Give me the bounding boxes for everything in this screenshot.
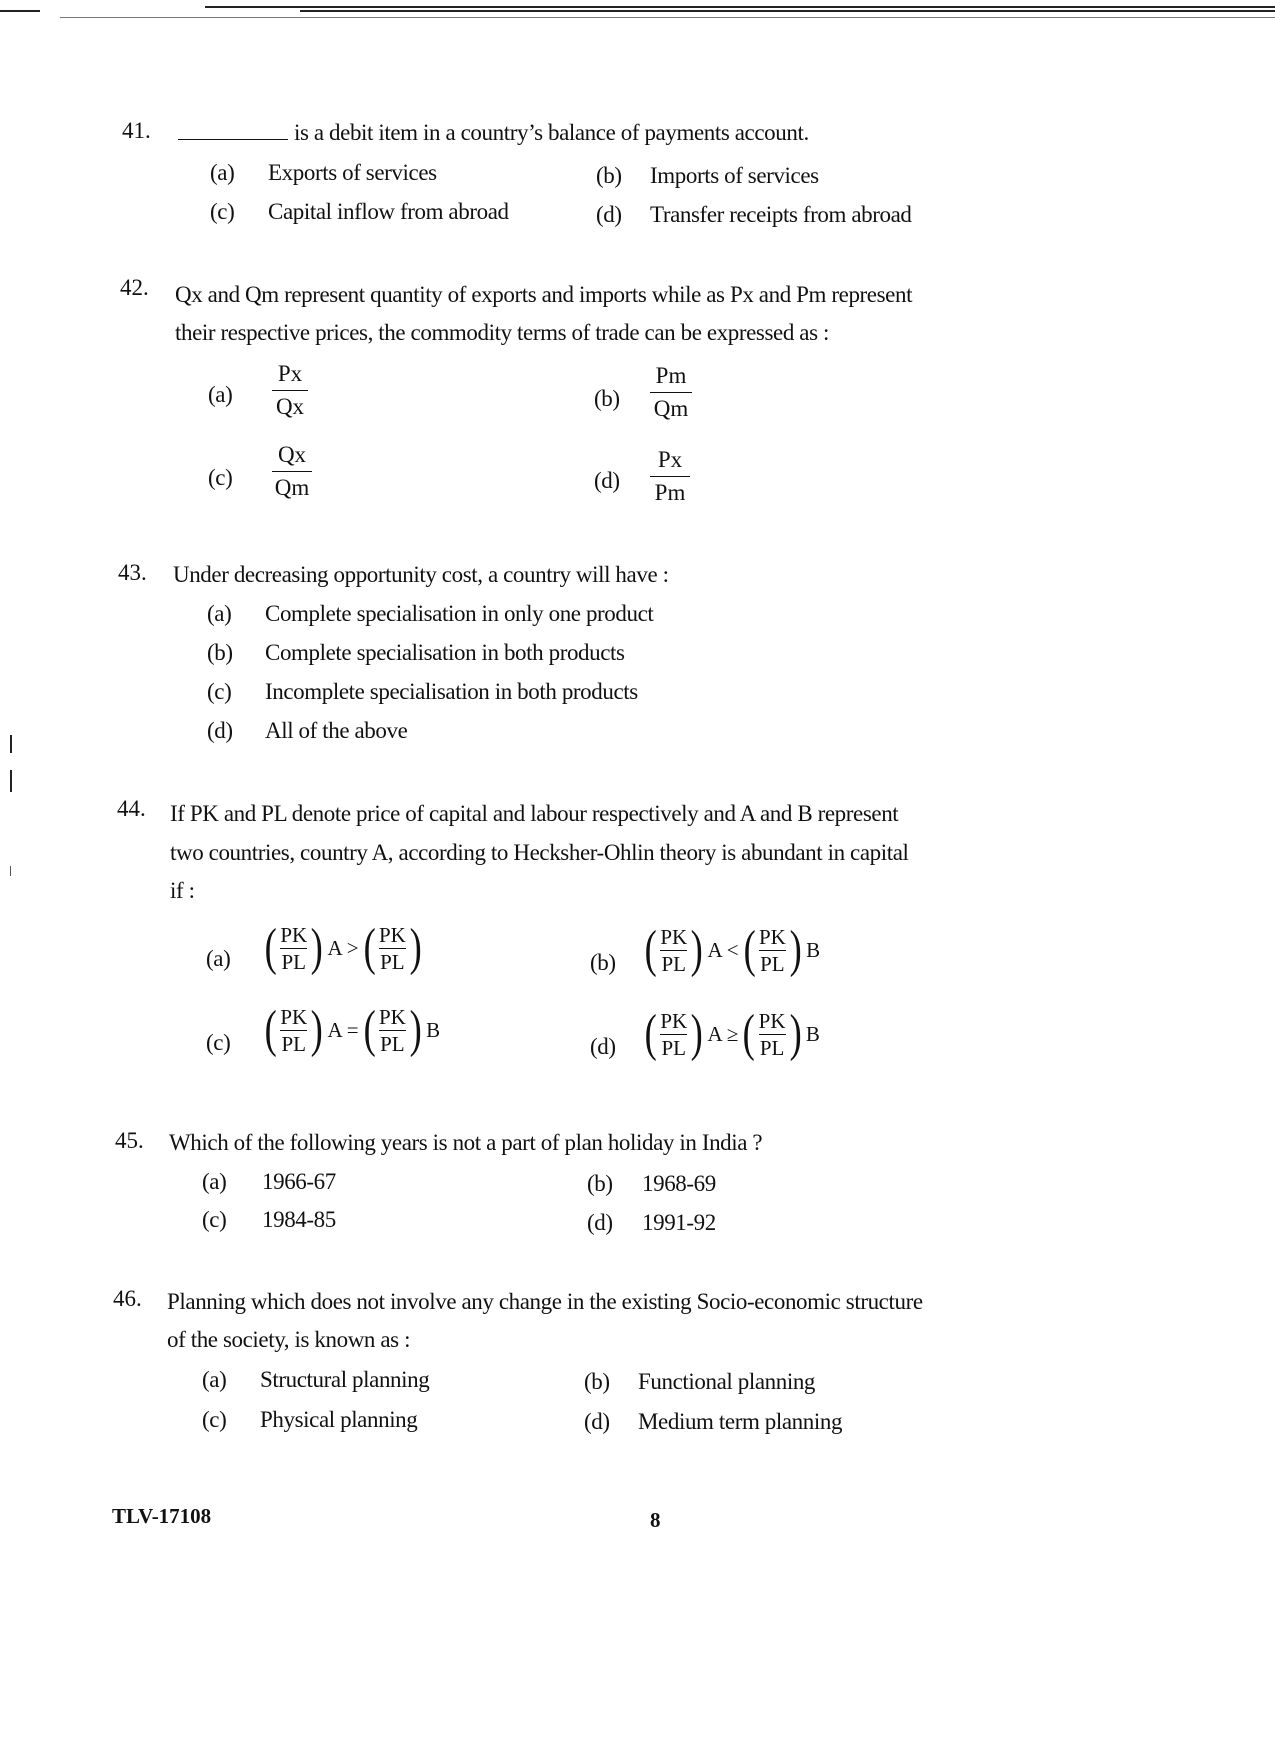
q44-opt-a-lparen-1: ( <box>264 919 277 976</box>
q44-opt-a-expression <box>262 919 428 976</box>
q44-opt-a-frac-1-num: PK <box>280 922 308 947</box>
q42-opt-d-denominator: Pm <box>654 480 686 505</box>
top-rule-double <box>300 10 1275 12</box>
q42-opt-d-bar <box>650 476 690 477</box>
q44-opt-b-label: (b) <box>590 950 616 975</box>
q42-opt-b-label: (b) <box>594 386 620 411</box>
q44-opt-a-frac-2-bar <box>379 948 406 949</box>
q44-opt-b-rparen-1: ) <box>690 921 703 978</box>
q44-opt-b-frac-2 <box>759 925 786 976</box>
q44-opt-d-lparen-1: ( <box>644 1005 657 1062</box>
q42-number: 42. <box>120 275 149 300</box>
q44-opt-d-rparen-2: ) <box>789 1005 802 1062</box>
q43-opt-b-label: (b) <box>207 640 233 665</box>
q44-opt-a-lparen-2: ( <box>363 919 376 976</box>
q44-opt-b-frac-2-bar <box>759 950 786 951</box>
q44-opt-c-frac-1-bar <box>280 1030 307 1031</box>
q42-opt-c-denominator: Qm <box>274 475 310 500</box>
q44-opt-b-frac-1-bar <box>660 950 687 951</box>
q44-opt-c-frac-1-num: PK <box>280 1004 308 1029</box>
q44-opt-a-frac-2-num: PK <box>378 922 406 947</box>
top-rule-thin <box>60 17 1275 18</box>
q44-opt-c-frac-2-num: PK <box>378 1004 406 1029</box>
q44-opt-b-frac-1 <box>660 925 687 976</box>
q43-opt-a-label: (a) <box>207 601 232 626</box>
q44-opt-a-rparen-1: ) <box>310 919 323 976</box>
q44-number: 44. <box>117 796 146 821</box>
q45-opt-b-label: (b) <box>587 1171 613 1196</box>
q42-opt-d-label: (d) <box>594 468 620 493</box>
q44-line2: two countries, country A, according to Hecksher-Ohlin theory is abundant in capital <box>170 840 909 865</box>
q44-opt-a-relation: A > <box>327 935 359 960</box>
q44-opt-b-rparen-2: ) <box>789 921 802 978</box>
q44-opt-a-frac-2 <box>379 923 406 974</box>
q45-text: Which of the following years is not a part of plan holiday in India ? <box>169 1130 763 1155</box>
q44-opt-d-relation: A ≥ <box>707 1021 739 1046</box>
q44-opt-d-suffix: B <box>805 1021 820 1046</box>
q42-line1: Qx and Qm represent quantity of exports and imports while as Px and Pm represent <box>175 282 913 307</box>
q43-number: 43. <box>118 560 147 585</box>
scan-mark-1 <box>10 735 12 753</box>
q42-opt-b-numerator: Pm <box>655 363 687 388</box>
q45-opt-b-text: 1968-69 <box>642 1171 716 1196</box>
q44-opt-d-frac-1-den: PL <box>661 1035 687 1060</box>
q41-text-body: is a debit item in a country’s balance of payments account. <box>294 120 809 145</box>
q42-opt-b-denominator: Qm <box>653 396 689 421</box>
q44-opt-c-lparen-2: ( <box>363 1001 376 1058</box>
q46-opt-b-label: (b) <box>584 1369 610 1394</box>
q45-opt-d-text: 1991-92 <box>642 1210 716 1235</box>
q44-opt-a-rparen-2: ) <box>409 919 422 976</box>
q46-opt-c-text: Physical planning <box>260 1407 418 1432</box>
q44-opt-d-frac-1-num: PK <box>660 1008 688 1033</box>
q42-opt-c-label: (c) <box>208 465 233 490</box>
q43-opt-c-label: (c) <box>207 679 232 704</box>
q41-blank <box>178 138 288 140</box>
q43-text: Under decreasing opportunity cost, a country will have : <box>173 562 669 587</box>
q42-opt-a-denominator: Qx <box>275 394 305 419</box>
q46-opt-c-label: (c) <box>202 1407 227 1432</box>
q44-opt-a-label: (a) <box>206 946 231 971</box>
q44-opt-c-rparen-2: ) <box>409 1001 422 1058</box>
q42-opt-a-numerator: Px <box>277 361 303 386</box>
q44-opt-c-frac-2-den: PL <box>380 1031 405 1056</box>
q44-opt-a-frac-1 <box>280 923 307 974</box>
scan-mark-2 <box>10 770 12 792</box>
q45-opt-a-label: (a) <box>202 1169 227 1194</box>
q43-opt-d-text: All of the above <box>265 718 408 743</box>
q42-opt-c-numerator: Qx <box>277 442 307 467</box>
q44-opt-c-frac-1 <box>280 1005 307 1056</box>
q44-opt-c-frac-2 <box>379 1005 406 1056</box>
q41-opt-d-text: Transfer receipts from abroad <box>650 202 912 227</box>
q42-opt-a-fraction <box>272 360 308 421</box>
q45-opt-a-text: 1966-67 <box>262 1169 336 1194</box>
q44-opt-d-lparen-2: ( <box>742 1005 756 1062</box>
q42-opt-b-fraction <box>650 362 692 423</box>
q44-line3: if : <box>170 878 195 903</box>
q44-opt-b-suffix: B <box>806 937 821 962</box>
q42-opt-d-fraction <box>650 446 690 507</box>
q45-opt-c-text: 1984-85 <box>262 1207 336 1232</box>
q42-opt-a-label: (a) <box>208 382 233 407</box>
q45-opt-d-label: (d) <box>587 1210 613 1235</box>
q44-opt-b-frac-2-den: PL <box>760 951 785 976</box>
q44-opt-d-expression <box>642 1005 822 1062</box>
q46-number: 46. <box>113 1286 142 1311</box>
q41-text <box>178 120 809 146</box>
q46-line2: of the society, is known as : <box>167 1327 411 1352</box>
q43-opt-a-text: Complete specialisation in only one product <box>265 601 654 626</box>
q41-opt-b-label: (b) <box>596 163 622 188</box>
q44-opt-b-lparen-2: ( <box>743 921 756 978</box>
q44-opt-a-frac-1-den: PL <box>281 949 307 974</box>
top-rule-left <box>0 10 40 12</box>
q44-opt-c-suffix: B <box>426 1017 441 1042</box>
q42-opt-a-bar <box>272 390 308 391</box>
q44-opt-a-frac-1-bar <box>280 948 307 949</box>
q44-opt-d-frac-2 <box>759 1009 786 1060</box>
q44-opt-d-frac-2-den: PL <box>759 1035 785 1060</box>
q42-opt-d-numerator: Px <box>657 447 683 472</box>
q44-opt-d-rparen-1: ) <box>690 1005 703 1062</box>
q46-opt-d-text: Medium term planning <box>638 1409 843 1434</box>
q41-opt-b-text: Imports of services <box>650 163 819 188</box>
q44-opt-b-frac-1-den: PL <box>661 951 687 976</box>
q46-line1: Planning which does not involve any change in the existing Socio-economic structure <box>167 1289 923 1314</box>
q44-opt-d-frac-2-bar <box>759 1034 786 1035</box>
top-rule-main <box>205 6 1275 8</box>
q43-opt-c-text: Incomplete specialisation in both products <box>265 679 638 704</box>
q45-opt-c-label: (c) <box>202 1207 227 1232</box>
q46-opt-b-text: Functional planning <box>638 1369 816 1394</box>
q46-opt-d-label: (d) <box>584 1409 610 1434</box>
q44-opt-b-expression <box>642 921 822 978</box>
q44-opt-b-frac-1-num: PK <box>660 924 688 949</box>
q44-opt-a-frac-2-den: PL <box>380 949 405 974</box>
q43-opt-d-label: (d) <box>207 718 233 743</box>
q44-opt-c-frac-1-den: PL <box>281 1031 307 1056</box>
q44-opt-c-expression <box>262 1001 442 1058</box>
scan-mark-3 <box>10 866 11 876</box>
q41-opt-c-text: Capital inflow from abroad <box>268 199 509 224</box>
q42-line2: their respective prices, the commodity terms of trade can be expressed as : <box>175 320 829 345</box>
q44-opt-c-lparen-1: ( <box>264 1001 277 1058</box>
q44-opt-c-label: (c) <box>206 1030 231 1055</box>
q42-opt-c-bar <box>272 471 312 472</box>
q44-opt-d-frac-1 <box>660 1009 687 1060</box>
q44-opt-b-lparen-1: ( <box>644 921 657 978</box>
q42-opt-b-bar <box>650 392 692 393</box>
q44-opt-c-relation: A = <box>327 1017 359 1042</box>
q45-number: 45. <box>115 1128 144 1153</box>
footer-page-number: 8 <box>650 1508 661 1532</box>
q42-opt-c-fraction <box>272 441 312 502</box>
q41-opt-a-label: (a) <box>210 160 235 185</box>
q46-opt-a-label: (a) <box>202 1367 227 1392</box>
q44-opt-b-relation: A < <box>707 937 739 962</box>
q41-opt-c-label: (c) <box>210 199 235 224</box>
q41-opt-d-label: (d) <box>596 202 622 227</box>
q44-opt-c-rparen-1: ) <box>310 1001 323 1058</box>
q44-opt-c-frac-2-bar <box>379 1030 406 1031</box>
q46-opt-a-text: Structural planning <box>260 1367 430 1392</box>
q44-opt-b-frac-2-num: PK <box>758 924 786 949</box>
q41-number: 41. <box>122 118 151 143</box>
q44-opt-d-label: (d) <box>590 1034 616 1059</box>
footer-code: TLV-17108 <box>112 1504 212 1528</box>
q44-opt-d-frac-1-bar <box>660 1034 687 1035</box>
q44-opt-d-frac-2-num: PK <box>758 1008 786 1033</box>
q44-line1: If PK and PL denote price of capital and labour respectively and A and B represent <box>170 801 899 826</box>
q41-opt-a-text: Exports of services <box>268 160 437 185</box>
q43-opt-b-text: Complete specialisation in both products <box>265 640 625 665</box>
